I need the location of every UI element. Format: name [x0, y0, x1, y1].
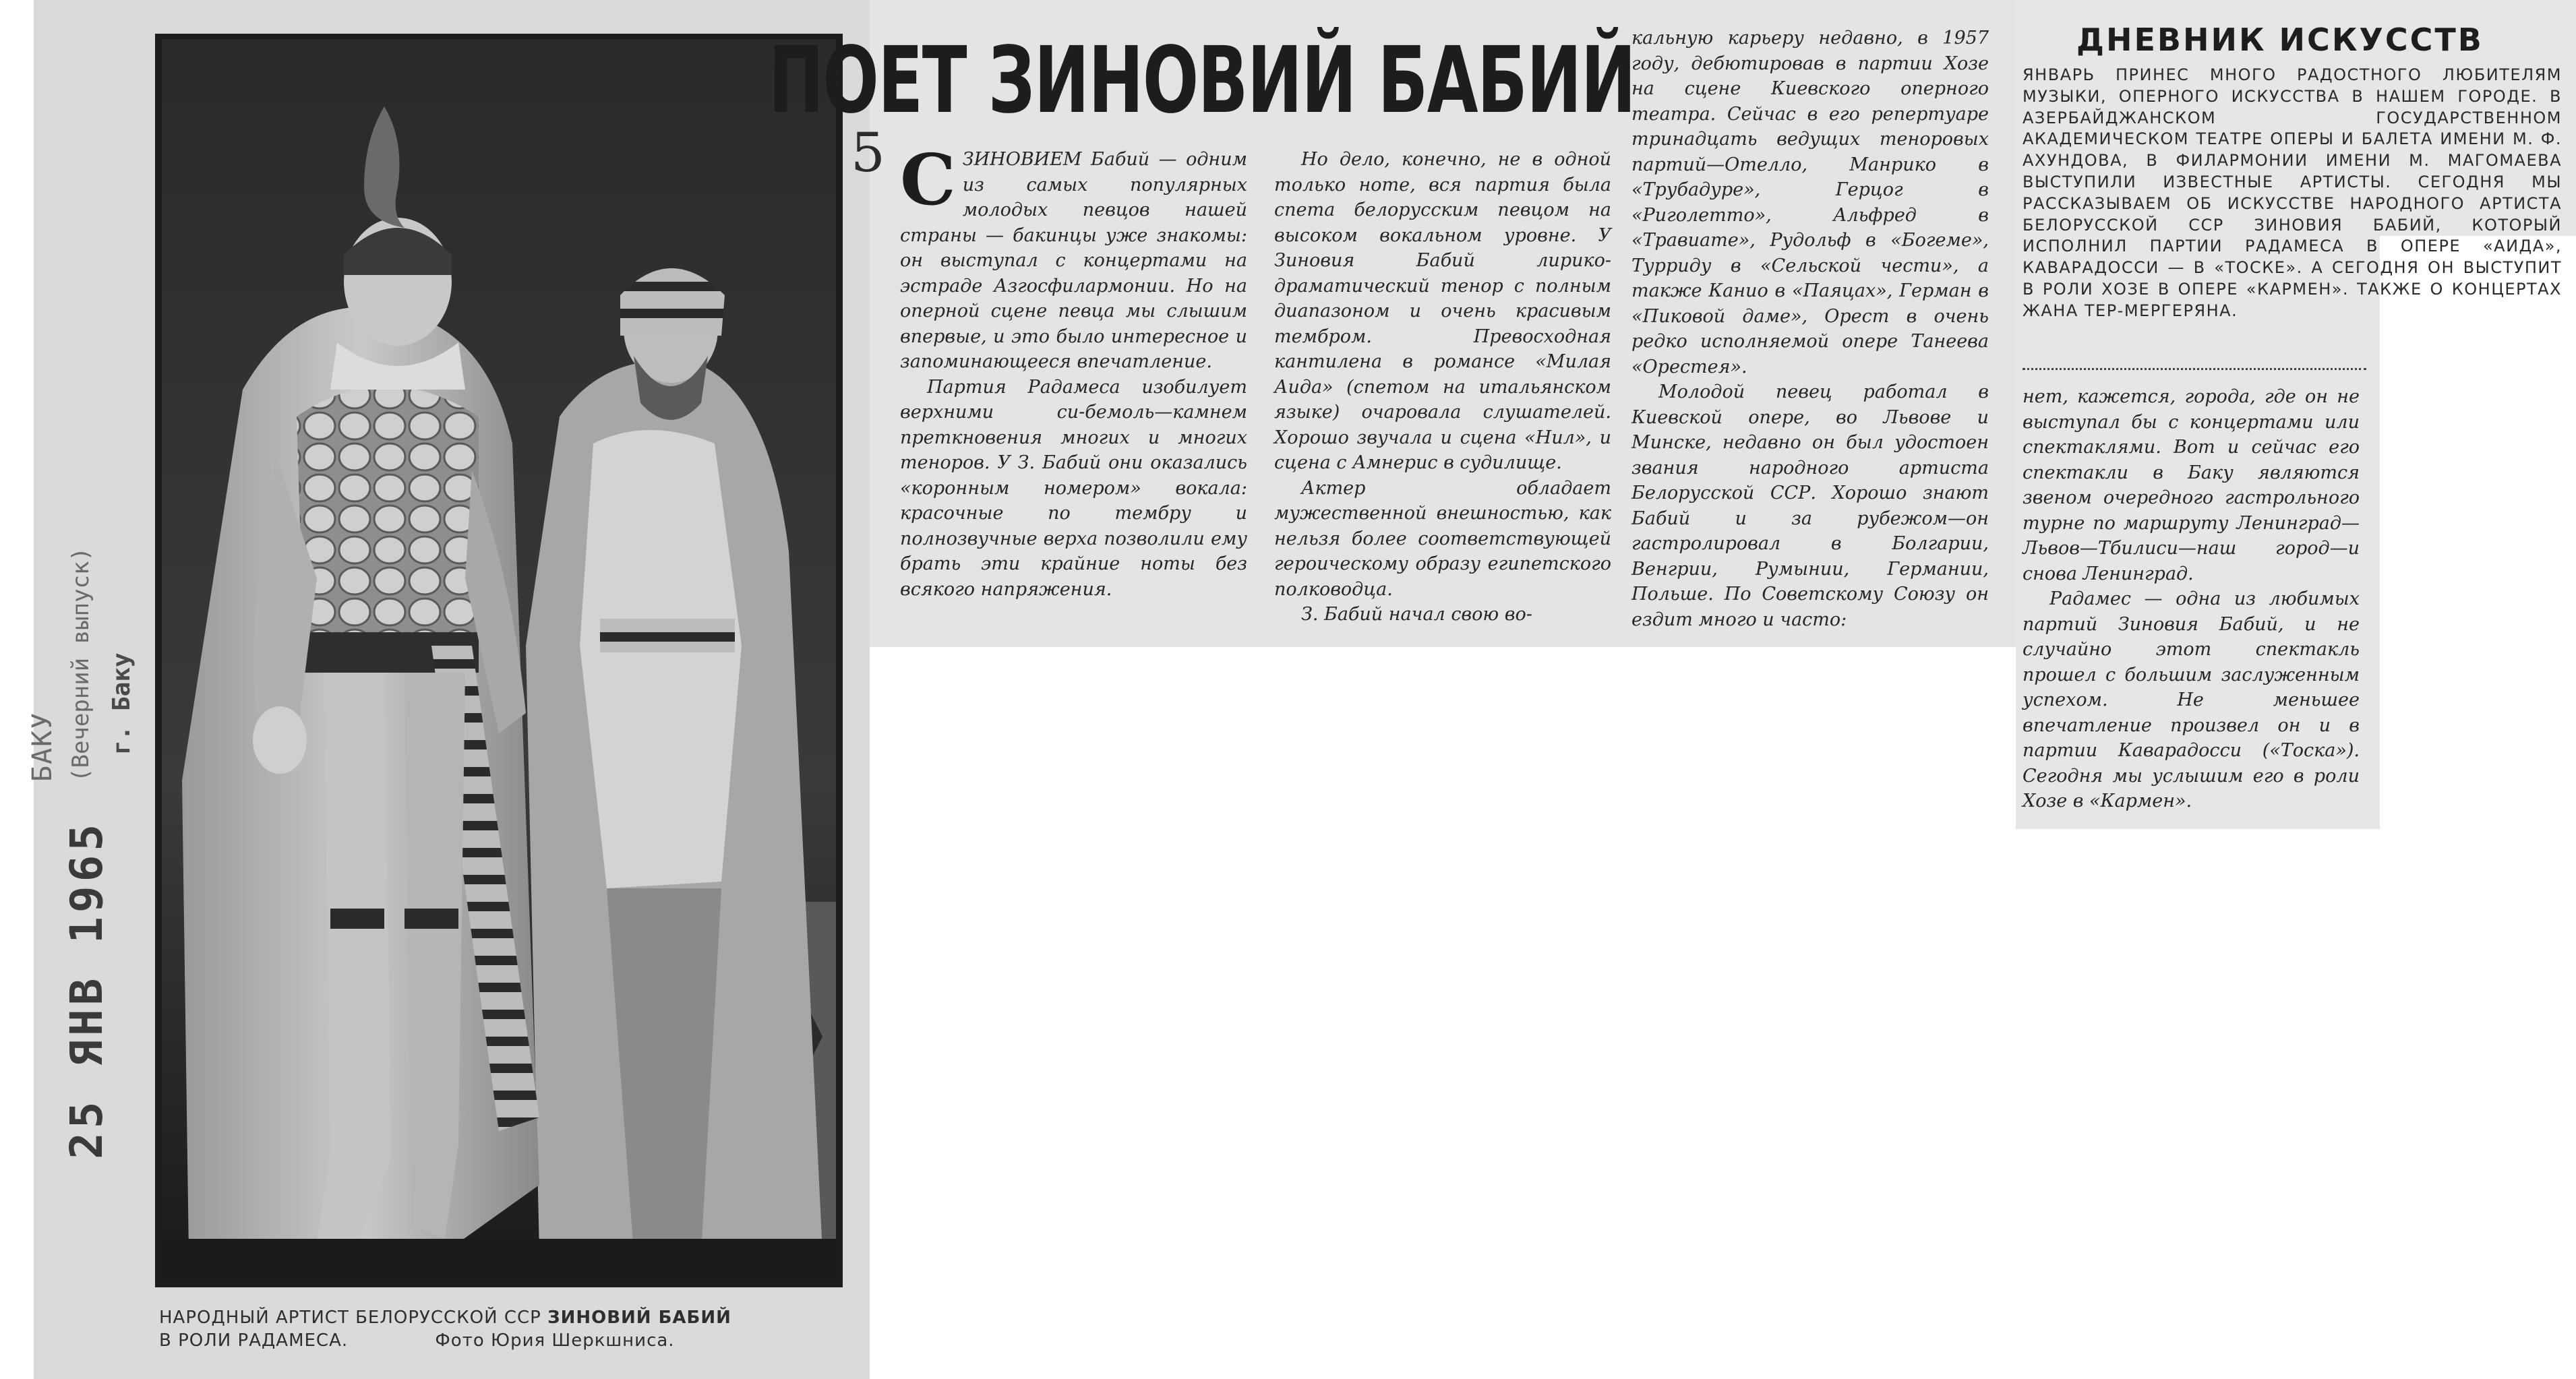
- diary-title: ДНЕВНИК ИСКУССТВ: [2076, 22, 2484, 58]
- stamp-city-short: г. Баку: [108, 652, 136, 755]
- photo-caption: [159, 1306, 840, 1352]
- article-headline: ПОЕТ ЗИНОВИЙ БАБИЙ: [769, 28, 1636, 134]
- paragraph: Актер обладает мужественной внешностью, как нельзя более соответствующей героическому образу египетского полководца.: [1274, 477, 1611, 600]
- article-column-4: [2023, 384, 2360, 814]
- handwritten-page-mark: 5: [851, 121, 885, 184]
- dropcap: С: [900, 138, 956, 221]
- paragraph: кальную карьеру недавно, в 1957 году, дебютировав в партии Хозе на сцене Киевского оперного театра. Сейчас в его репертуаре тринадцать ведущих теноровых партий—Отелло, Манрико в «Трубадуре», Герцог в «Риголетто», Альфред в «Травиате», Рудольф в «Богеме», Турриду в «Сельской чести», а также Канио в «Паяцах», Герман в «Пиковой даме», Орест в очень редко исполняемой опере Танеева «Орестея».: [1631, 28, 1989, 377]
- caption-credit: Фото Юрия Шеркшниса.: [435, 1330, 675, 1351]
- stamp-city: БАКУ: [27, 711, 58, 782]
- article-column-3: [1631, 26, 1989, 632]
- article-column-1: [900, 138, 1247, 602]
- diary-intro: ЯНВАРЬ ПРИНЕС МНОГО РАДОСТНОГО ЛЮБИТЕЛЯМ МУЗЫКИ, ОПЕРНОГО ИСКУССТВА В НАШЕМ ГОРОДЕ. В АЗЕРБАЙДЖАНСКОМ ГОСУДАРСТВЕННОМ АКАДЕМИЧЕСКОМ ТЕАТРЕ ОПЕРЫ И БАЛЕТА ИМЕНИ М. Ф. АХУНДОВА, В ФИЛАРМОНИИ ИМЕНИ М. МАГОМАЕВА ВЫСТУПИЛИ ИЗВЕСТНЫЕ АРТИСТЫ. СЕГОДНЯ МЫ РАССКАЗЫВАЕМ ОБ ИСКУССТВЕ НАРОДНОГО АРТИСТА БЕЛОРУССКОЙ ССР ЗИНОВИЯ БАБИЙ, КОТОРЫЙ ИСПОЛНИЛ ПАРТИИ РАДАМЕСА В ОПЕРЕ «АИДА», КАВАРАДОССИ — В «ТОСКЕ». А СЕГОДНЯ ОН ВЫСТУПИТ В РОЛИ ХОЗЕ В ОПЕРЕ «КАРМЕН». ТАКЖЕ О КОНЦЕРТАХ ЖАНА ТЕР-МЕРГЕРЯНА.: [2023, 65, 2562, 320]
- paragraph: Радамес — одна из любимых партий Зиновия Бабий, и не случайно этот спектакль прошел с большим заслуженным успехом. Не меньшее впечатление произвел он и в партии Каварадосси («Тоска»). Сегодня мы услышим его в роли Хозе в «Кармен».: [2023, 588, 2360, 811]
- article-column-2: [1274, 147, 1611, 627]
- stamp-edition: (Вечерний выпуск): [67, 547, 94, 782]
- caption-lead: НАРОДНЫЙ АРТИСТ БЕЛОРУССКОЙ ССР: [159, 1308, 541, 1328]
- archive-stamp: [0, 485, 175, 1159]
- stamp-date: 25 ЯНВ 1965: [61, 820, 113, 1159]
- paragraph: Но дело, конечно, не в одной только ноте, вся партия была спета белорусским певцом на высоком вокальном уровне. У Зиновия Бабий лирико-драматический тенор с полным диапазоном и очень красивым тембром. Превосходная кантилена в романсе «Милая Аида» (спетом на итальянском языке) очаровала слушателей. Хорошо звучала и сцена «Нил», и сцена с Амнерис в судилище.: [1274, 149, 1611, 473]
- divider: [2023, 368, 2366, 373]
- paragraph: нет, кажется, города, где он не выступал бы с концертами или спектаклями. Вот и сейчас его спектакли в Баку являются звеном очередного гастрольного турне по маршруту Ленинград—Львов—Тбилиси—наш город—и снова Ленинград.: [2023, 386, 2360, 584]
- paragraph: З. Бабий начал свою во-: [1301, 604, 1532, 625]
- paragraph: Молодой певец работал в Киевской опере, во Львове и Минске, недавно он был удостоен звания народного артиста Белорусской ССР. Хорошо знают Бабий и за рубежом—он гастролировал в Болгарии, Венгрии, Румынии, Германии, Польше. По Советскому Союзу он ездит много и часто:: [1631, 381, 1989, 630]
- caption-role: В РОЛИ РАДАМЕСА.: [159, 1330, 349, 1351]
- caption-name: ЗИНОВИЙ БАБИЙ: [547, 1308, 731, 1328]
- paragraph: ЗИНОВИЕМ Бабий — одним из самых популярных молодых певцов нашей страны — бакинцы уже знакомы: он выступал с концертами на эстраде Азгосфилармонии. Но на оперной сцене певца мы слышим впервые, и это было интересное и запоминающееся впечатление.: [900, 149, 1247, 372]
- paragraph: Партия Радамеса изобилует верхними си-бемоль—камнем преткновения многих и многих теноров. У З. Бабий они оказались «коронным номером» вокала: красочные по тембру и полнозвучные верха позволили ему брать эти крайние ноты без всякого напряжения.: [900, 376, 1247, 600]
- opera-photo: [162, 39, 836, 1279]
